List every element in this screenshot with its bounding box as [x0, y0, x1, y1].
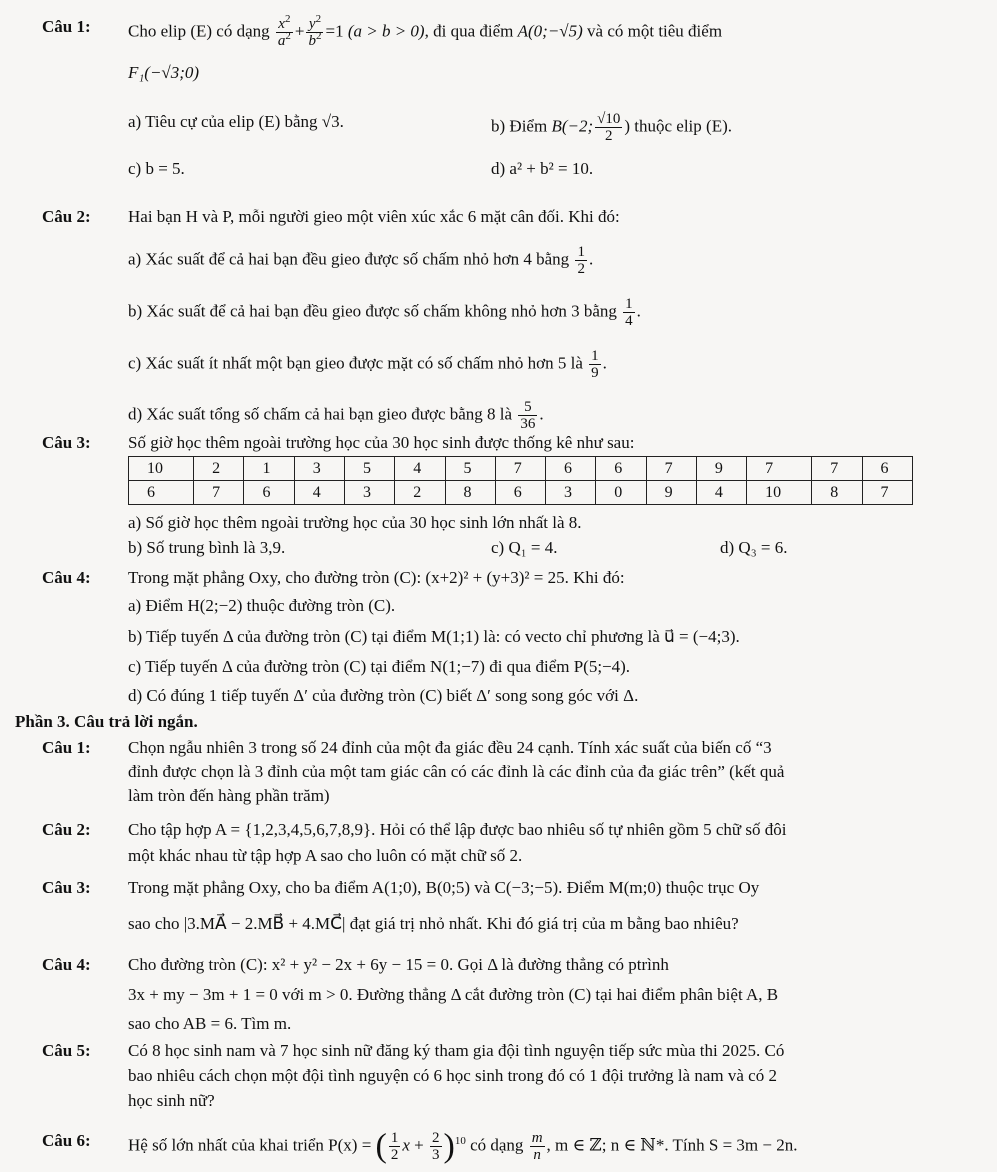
q2-option-d: d) Xác suất tổng số chấm cả hai bạn gieo được bằng 8 là $\frac{5}{36}$ . [128, 399, 544, 432]
q1-label: Câu 1: [42, 17, 91, 36]
p3-q3-line2: sao cho |3.MA⃗ − 2.MB⃗ + 4.MC⃗| đạt giá trị nhỏ nhất. Khi đó giá trị của m bằng bao nhiêu? [128, 914, 739, 933]
p3-q5-line3: học sinh nữ? [128, 1091, 215, 1110]
p3-q1-line1: Chọn ngẫu nhiên 3 trong số 24 đỉnh của một đa giác đều 24 cạnh. Tính xác suất của biến cố “3 [128, 738, 772, 757]
q4-option-d: d) Có đúng 1 tiếp tuyến Δ′ của đường tròn (C) biết Δ′ song song góc với Δ. [128, 686, 639, 705]
p3-q6-label: Câu 6: [42, 1131, 91, 1150]
q3-option-b: b) Số trung bình là 3,9. [128, 538, 286, 557]
q1-intro: Cho elip (E) có dạng $\frac{x^2}{a^2}$ + $\frac{y^2}{b^2}$ =1 (a > b > 0), đi qua điểm A(0;−√5) và có một tiêu điểm [128, 13, 723, 49]
q2-option-a: a) Xác suất để cả hai bạn đều gieo được số chấm nhỏ hơn 4 bằng $\frac{1}{2}$ . [128, 244, 594, 277]
p3-q4-line2: 3x + my − 3m + 1 = 0 với m > 0. Đường thẳng Δ cắt đường tròn (C) tại hai điểm phân biệt A, B [128, 985, 779, 1004]
table-row: 6 7 6 4 3 2 8 6 3 0 9 4 10 8 7 [129, 481, 913, 505]
p3-q5-label: Câu 5: [42, 1041, 91, 1060]
p3-q6-text: Hệ số lớn nhất của khai triển P(x) = ( $\frac{1}{2}$ x + $\frac{2}{3}$ )$^{10}$ có dạng $\frac{m}{n}$ , m ∈ ℤ; n ∈ ℕ*. Tính S = 3m − 2n. [128, 1127, 798, 1165]
p3-q4-line1: Cho đường tròn (C): x² + y² − 2x + 6y − 15 = 0. Gọi Δ là đường thẳng có ptrình [128, 955, 669, 974]
q2-intro: Hai bạn H và P, mỗi người gieo một viên xúc xắc 6 mặt cân đối. Khi đó: [128, 207, 620, 226]
q3-label: Câu 3: [42, 433, 91, 452]
p3-q2-line2: một khác nhau từ tập hợp A sao cho luôn có mặt chữ số 2. [128, 846, 523, 865]
q2-option-b: b) Xác suất để cả hai bạn đều gieo được số chấm không nhỏ hơn 3 bằng $\frac{1}{4}$ . [128, 296, 641, 329]
q1-option-a: a) Tiêu cự của elip (E) bằng √3. [128, 112, 344, 131]
q1-focus: F₁(−√3;0) [128, 63, 200, 82]
p3-q5-line2: bao nhiêu cách chọn một đội tình nguyện có 6 học sinh trong đó có 1 đội trưởng là nam và có 2 [128, 1066, 777, 1085]
q2-option-c: c) Xác suất ít nhất một bạn gieo được mặt có số chấm nhỏ hơn 5 là $\frac{1}{9}$ . [128, 348, 607, 381]
p3-q5-line1: Có 8 học sinh nam và 7 học sinh nữ đăng ký tham gia đội tình nguyện tiếp sức mùa thi 2025. Có [128, 1041, 785, 1060]
q1-option-c: c) b = 5. [128, 159, 185, 178]
part3-heading: Phần 3. Câu trả lời ngắn. [15, 712, 198, 731]
q3-option-a: a) Số giờ học thêm ngoài trường học của 30 học sinh lớn nhất là 8. [128, 513, 582, 532]
p3-q1-label: Câu 1: [42, 738, 91, 757]
q2-label: Câu 2: [42, 207, 91, 226]
q4-option-a: a) Điểm H(2;−2) thuộc đường tròn (C). [128, 596, 396, 615]
p3-q3-label: Câu 3: [42, 878, 91, 897]
q4-option-c: c) Tiếp tuyến Δ của đường tròn (C) tại điểm N(1;−7) đi qua điểm P(5;−4). [128, 657, 631, 676]
q4-intro: Trong mặt phẳng Oxy, cho đường tròn (C): (x+2)² + (y+3)² = 25. Khi đó: [128, 568, 625, 587]
q1-option-b: b) Điểm B(−2; $\frac{√10}{2}$ ) thuộc elip (E). [491, 111, 732, 144]
p3-q2-label: Câu 2: [42, 820, 91, 839]
table-row: 10 2 1 3 5 4 5 7 6 6 7 9 7 7 6 [129, 457, 913, 481]
q4-label: Câu 4: [42, 568, 91, 587]
p3-q4-line3: sao cho AB = 6. Tìm m. [128, 1014, 292, 1033]
p3-q1-line3: làm tròn đến hàng phần trăm) [128, 786, 330, 805]
q3-option-d: d) Q₃ = 6. [720, 538, 788, 557]
y2-over-b2: $\frac{y^2}{b^2}$ [308, 13, 322, 49]
q3-option-c: c) Q₁ = 4. [491, 538, 558, 557]
p3-q4-label: Câu 4: [42, 955, 91, 974]
p3-q3-line1: Trong mặt phẳng Oxy, cho ba điểm A(1;0), B(0;5) và C(−3;−5). Điểm M(m;0) thuộc trục Oy [128, 878, 760, 897]
q3-intro: Số giờ học thêm ngoài trường học của 30 học sinh được thống kê như sau: [128, 433, 635, 452]
x2-over-a2: $\frac{x^2}{a^2}$ [277, 13, 291, 49]
q1-option-d: d) a² + b² = 10. [491, 159, 594, 178]
q4-option-b: b) Tiếp tuyến Δ của đường tròn (C) tại điểm M(1;1) là: có vecto chỉ phương là u⃗ = (−4;3). [128, 627, 740, 646]
p3-q1-line2: đỉnh được chọn là 3 đỉnh của một tam giác cân có các đỉnh là các đỉnh của đa giác trên” (kết quả [128, 762, 785, 781]
hours-table [128, 456, 913, 505]
p3-q2-line1: Cho tập hợp A = {1,2,3,4,5,6,7,8,9}. Hỏi có thể lập được bao nhiêu số tự nhiên gồm 5 chữ số đôi [128, 820, 787, 839]
